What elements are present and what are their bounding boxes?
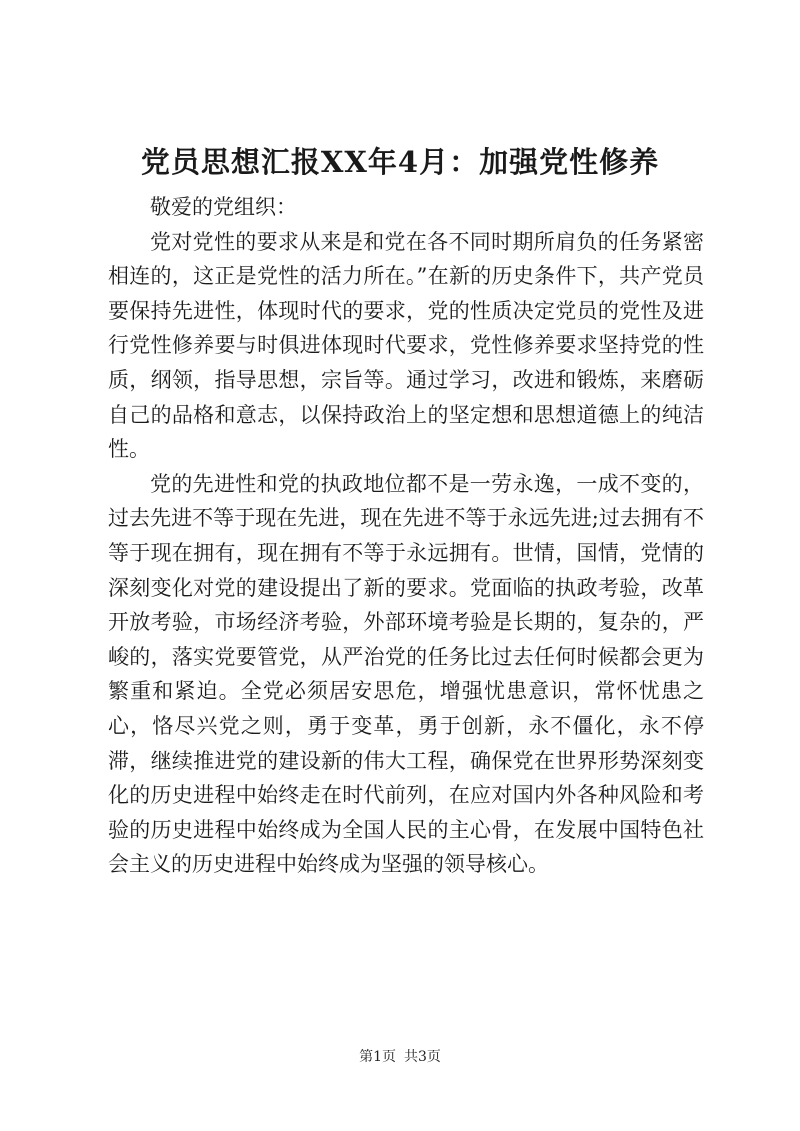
paragraph-2: 党的先进性和党的执政地位都不是一劳永逸，一成不变的，过去先进不等于现在先进，现在先进不等于永远先进;过去拥有不等于现在拥有，现在拥有不等于永远拥有。世情，国情，党情的深刻变化对党的建设提出了新的要求。党面临的执政考验，改革开放考验，市场经济考验，外部环境考验是长期的，复杂的，严峻的，落实党要管党，从严治党的任务比过去任何时候都会更为繁重和紧迫。全党必须居安思危，增强忧患意识，常怀忧患之心，恪尽兴党之则，勇于变革，勇于创新，永不僵化，永不停滞，继续推进党的建设新的伟大工程，确保党在世界形势深刻变化的历史进程中始终走在时代前列，在应对国内外各种风险和考验的历史进程中始终成为全国人民的主心骨，在发展中国特色社会主义的历史进程中始终成为坚强的领导核心。 <box>108 471 704 877</box>
page-footer <box>0 1047 800 1067</box>
document-body <box>108 190 704 882</box>
paragraph-1: 党对党性的要求从来是和党在各不同时期所肩负的任务紧密相连的，这正是党性的活力所在。”在新的历史条件下，共产党员要保持先进性，体现时代的要求，党的性质决定党员的党性及进行党性修养要与时俱进体现时代要求，党性修养要求坚持党的性质，纲领，指导思想，宗旨等。通过学习，改进和锻炼，来磨砺自己的品格和意志，以保持政治上的坚定想和思想道德上的纯洁性。 <box>108 229 704 462</box>
page-number: 第1页 <box>359 1049 396 1065</box>
salutation: 敬爱的党组织： <box>150 195 297 219</box>
page-total: 共3页 <box>404 1049 441 1065</box>
document-title: 党员思想汇报XX年4月：加强党性修养 <box>140 145 660 179</box>
